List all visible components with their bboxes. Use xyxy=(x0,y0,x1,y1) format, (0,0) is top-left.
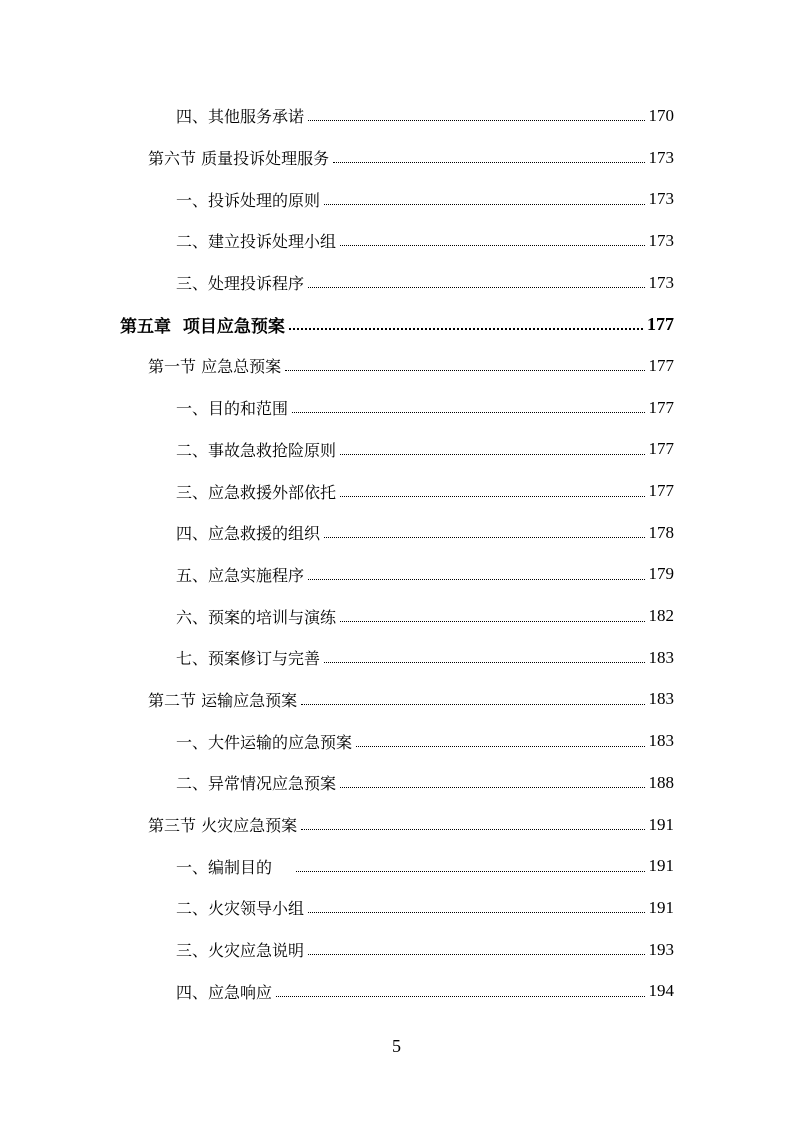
toc-entry-title: 第三节 火灾应急预案 xyxy=(148,816,298,836)
toc-dot-leader xyxy=(296,871,644,872)
toc-dot-leader xyxy=(301,829,644,830)
toc-dot-leader xyxy=(333,162,644,163)
toc-dot-leader xyxy=(324,662,644,663)
page-number: 5 xyxy=(392,1036,401,1056)
toc-subsection-entry[interactable] xyxy=(0,262,793,304)
toc-entry-page: 178 xyxy=(648,522,674,542)
toc-dot-leader xyxy=(340,496,644,497)
toc-entry-title: 三、火灾应急说明 xyxy=(176,941,305,961)
toc-dot-leader xyxy=(340,245,644,246)
toc-entry-title: 四、其他服务承诺 xyxy=(176,107,305,127)
toc-subsection-entry[interactable] xyxy=(0,762,793,804)
toc-entry-title: 一、投诉处理的原则 xyxy=(176,190,321,210)
toc-subsection-entry[interactable] xyxy=(0,720,793,762)
toc-dot-leader xyxy=(324,537,644,538)
toc-dot-leader xyxy=(308,120,644,121)
toc-entry-page: 183 xyxy=(648,689,674,709)
toc-dot-leader xyxy=(324,204,644,205)
toc-entry-page: 191 xyxy=(648,814,674,834)
toc-subsection-entry[interactable] xyxy=(0,929,793,971)
toc-dot-leader xyxy=(340,454,644,455)
toc-entry-title: 三、应急救援外部依托 xyxy=(176,482,337,502)
toc-entry-page: 177 xyxy=(648,397,674,417)
toc-dot-leader xyxy=(308,287,644,288)
toc-entry-page: 177 xyxy=(648,355,674,375)
toc-subsection-entry[interactable] xyxy=(0,470,793,512)
toc-subsection-entry[interactable] xyxy=(0,429,793,471)
toc-entry-title: 一、大件运输的应急预案 xyxy=(176,732,353,752)
toc-dot-leader xyxy=(308,954,644,955)
toc-subsection-entry[interactable] xyxy=(0,95,793,137)
toc-entry-title: 六、预案的培训与演练 xyxy=(176,607,337,627)
toc-subsection-entry[interactable] xyxy=(0,554,793,596)
table-of-contents xyxy=(0,95,793,1012)
toc-entry-page: 170 xyxy=(648,105,674,125)
toc-dot-leader xyxy=(292,412,644,413)
toc-entry-title: 五、应急实施程序 xyxy=(176,565,305,585)
toc-dot-leader xyxy=(276,996,644,997)
toc-entry-title: 一、编制目的 xyxy=(176,857,293,877)
toc-entry-page: 194 xyxy=(648,981,674,1001)
toc-entry-title: 四、应急响应 xyxy=(176,982,273,1002)
toc-subsection-entry[interactable] xyxy=(0,595,793,637)
toc-entry-page: 177 xyxy=(647,313,674,334)
toc-entry-page: 179 xyxy=(648,564,674,584)
toc-entry-page: 193 xyxy=(648,939,674,959)
toc-entry-page: 177 xyxy=(648,439,674,459)
toc-section-entry[interactable] xyxy=(0,137,793,179)
toc-entry-title: 第六节 质量投诉处理服务 xyxy=(148,149,330,169)
toc-dot-leader xyxy=(308,579,644,580)
toc-entry-page: 191 xyxy=(648,856,674,876)
toc-entry-page: 173 xyxy=(648,272,674,292)
toc-dot-leader xyxy=(308,912,644,913)
toc-entry-page: 183 xyxy=(648,647,674,667)
toc-entry-page: 177 xyxy=(648,481,674,501)
toc-entry-page: 173 xyxy=(648,147,674,167)
toc-entry-page: 191 xyxy=(648,897,674,917)
toc-section-entry[interactable] xyxy=(0,345,793,387)
toc-subsection-entry[interactable] xyxy=(0,512,793,554)
toc-entry-title: 一、目的和范围 xyxy=(176,399,289,419)
toc-entry-title: 第二节 运输应急预案 xyxy=(148,690,298,710)
toc-entry-title: 三、处理投诉程序 xyxy=(176,274,305,294)
toc-entry-page: 188 xyxy=(648,772,674,792)
toc-section-entry[interactable] xyxy=(0,804,793,846)
toc-entry-page: 173 xyxy=(648,189,674,209)
toc-section-entry[interactable] xyxy=(0,679,793,721)
toc-entry-page: 183 xyxy=(648,731,674,751)
toc-dot-leader xyxy=(340,787,644,788)
toc-subsection-entry[interactable] xyxy=(0,220,793,262)
toc-entry-page: 182 xyxy=(648,606,674,626)
toc-entry-title: 二、异常情况应急预案 xyxy=(176,774,337,794)
toc-subsection-entry[interactable] xyxy=(0,845,793,887)
toc-entry-title: 四、应急救援的组织 xyxy=(176,524,321,544)
toc-dot-leader xyxy=(289,328,643,330)
toc-entry-title: 第五章 项目应急预案 xyxy=(120,316,285,337)
toc-dot-leader xyxy=(301,704,644,705)
toc-entry-title: 二、事故急救抢险原则 xyxy=(176,440,337,460)
toc-dot-leader xyxy=(356,746,644,747)
toc-entry-page: 173 xyxy=(648,230,674,250)
toc-entry-title: 第一节 应急总预案 xyxy=(148,357,282,377)
toc-subsection-entry[interactable] xyxy=(0,637,793,679)
toc-subsection-entry[interactable] xyxy=(0,887,793,929)
toc-chapter-entry[interactable] xyxy=(0,303,793,345)
toc-dot-leader xyxy=(285,370,644,371)
toc-entry-title: 二、建立投诉处理小组 xyxy=(176,232,337,252)
toc-subsection-entry[interactable] xyxy=(0,178,793,220)
toc-subsection-entry[interactable] xyxy=(0,387,793,429)
toc-entry-title: 七、预案修订与完善 xyxy=(176,649,321,669)
toc-entry-title: 二、火灾领导小组 xyxy=(176,899,305,919)
toc-subsection-entry[interactable] xyxy=(0,970,793,1012)
toc-dot-leader xyxy=(340,621,644,622)
